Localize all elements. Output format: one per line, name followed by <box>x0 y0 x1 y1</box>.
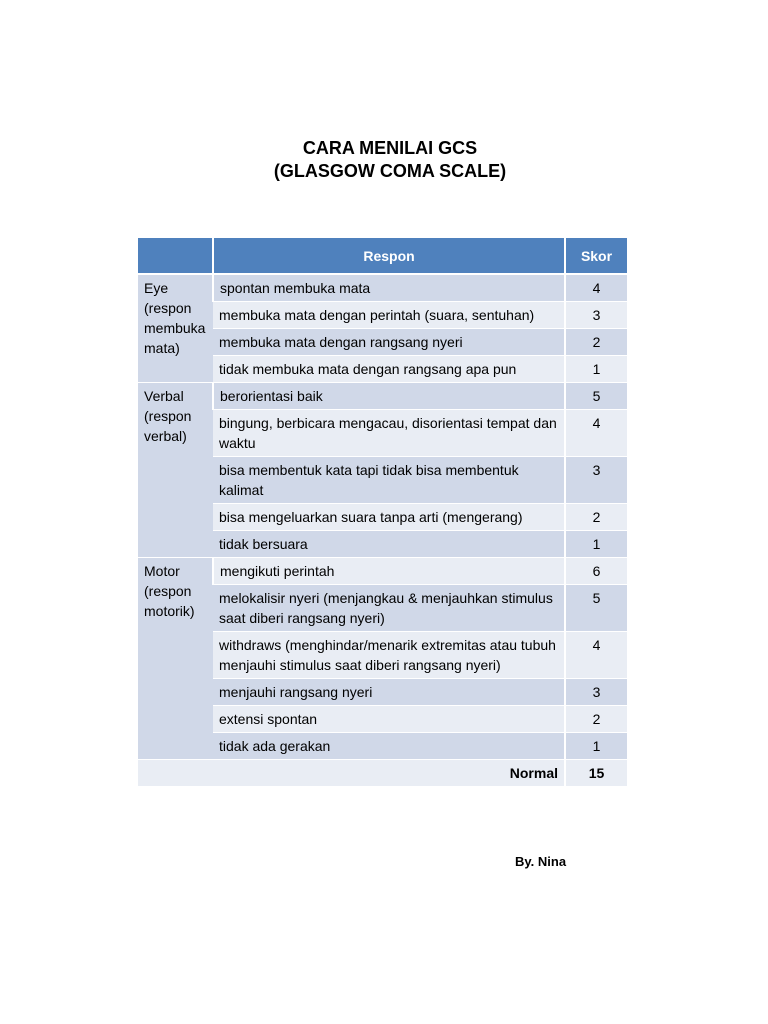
score-cell: 3 <box>565 679 627 706</box>
header-score: Skor <box>565 238 627 274</box>
category-verbal: Verbal (respon verbal) <box>138 383 213 558</box>
table-header-row <box>138 238 627 274</box>
score-cell: 5 <box>565 585 627 632</box>
response-cell: tidak membuka mata dengan rangsang apa pun <box>213 356 565 383</box>
response-cell: mengikuti perintah <box>213 558 565 585</box>
normal-total-row <box>138 760 627 787</box>
response-cell: tidak bersuara <box>213 531 565 558</box>
response-cell: bisa membentuk kata tapi tidak bisa membentuk kalimat <box>213 457 565 504</box>
gcs-table <box>138 238 627 786</box>
response-cell: menjauhi rangsang nyeri <box>213 679 565 706</box>
title-line-2: (GLASGOW COMA SCALE) <box>273 161 507 181</box>
response-cell: membuka mata dengan perintah (suara, sentuhan) <box>213 302 565 329</box>
normal-label: Normal <box>138 760 565 787</box>
score-cell: 2 <box>565 706 627 733</box>
score-cell: 4 <box>565 410 627 457</box>
score-cell: 5 <box>565 383 627 410</box>
header-response: Respon <box>213 238 565 274</box>
table-row <box>138 558 627 585</box>
page-title <box>0 137 768 183</box>
response-cell: tidak ada gerakan <box>213 733 565 760</box>
header-category <box>138 238 213 274</box>
score-cell: 4 <box>565 632 627 679</box>
title-line-1: CARA MENILAI GCS <box>302 138 478 158</box>
score-cell: 2 <box>565 504 627 531</box>
response-cell: melokalisir nyeri (menjangkau & menjauhkan stimulus saat diberi rangsang nyeri) <box>213 585 565 632</box>
table-row <box>138 274 627 302</box>
score-cell: 6 <box>565 558 627 585</box>
response-cell: withdraws (menghindar/menarik extremitas atau tubuh menjauhi stimulus saat diberi rangsang nyeri) <box>213 632 565 679</box>
score-cell: 3 <box>565 457 627 504</box>
category-motor: Motor (respon motorik) <box>138 558 213 760</box>
normal-score: 15 <box>565 760 627 787</box>
response-cell: bisa mengeluarkan suara tanpa arti (mengerang) <box>213 504 565 531</box>
score-cell: 3 <box>565 302 627 329</box>
response-cell: membuka mata dengan rangsang nyeri <box>213 329 565 356</box>
score-cell: 2 <box>565 329 627 356</box>
response-cell: spontan membuka mata <box>213 274 565 302</box>
response-cell: extensi spontan <box>213 706 565 733</box>
response-cell: bingung, berbicara mengacau, disorientasi tempat dan waktu <box>213 410 565 457</box>
category-eye: Eye (respon membuka mata) <box>138 274 213 383</box>
score-cell: 1 <box>565 531 627 558</box>
response-cell: berorientasi baik <box>213 383 565 410</box>
score-cell: 1 <box>565 733 627 760</box>
author-signature: By. Nina <box>515 854 567 869</box>
table-row <box>138 383 627 410</box>
score-cell: 4 <box>565 274 627 302</box>
score-cell: 1 <box>565 356 627 383</box>
